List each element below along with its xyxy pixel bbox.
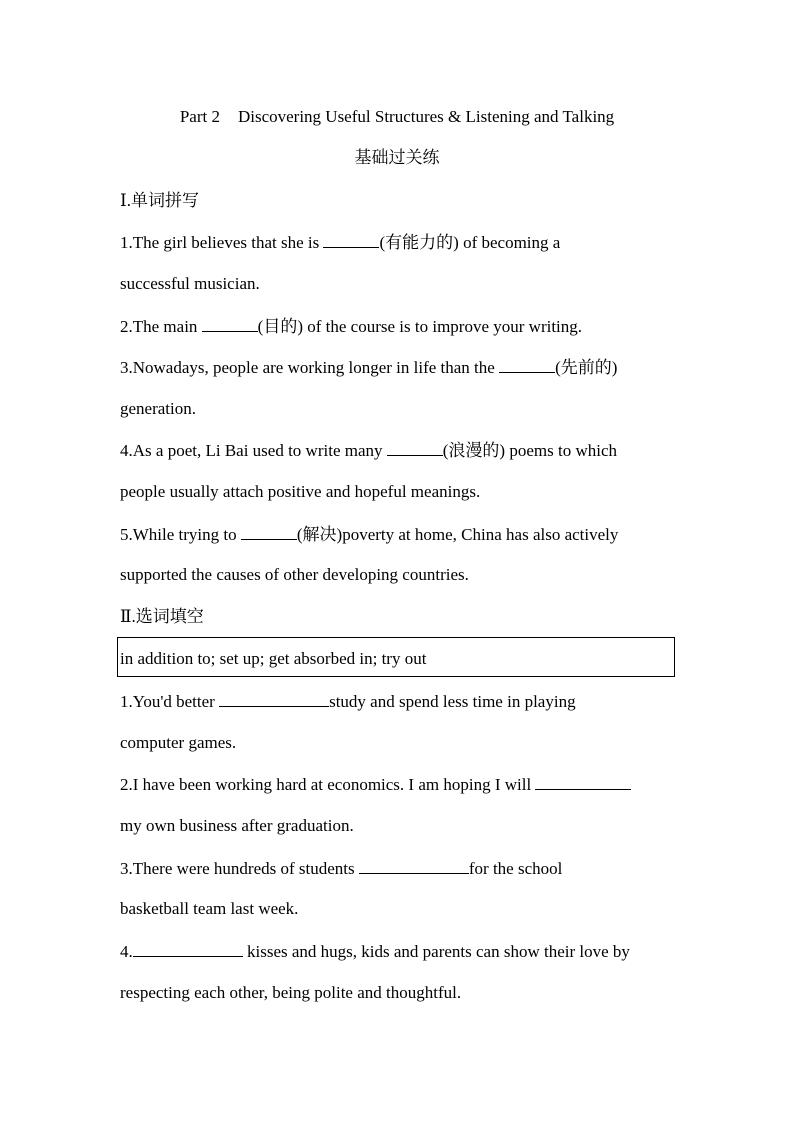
answer-blank [219,689,329,707]
s1-item-2: 2.The main (目的) of the course is to improve your writing. [120,314,680,339]
s1-item-1-cont: successful musician. [120,274,260,293]
s2-item-4-cont: respecting each other, being polite and thoughtful. [120,983,462,1002]
answer-blank [359,856,469,874]
answer-blank [387,438,443,456]
word-bank-text: in addition to; set up; get absorbed in; try out [120,649,427,668]
answer-blank [323,230,379,248]
answer-blank [499,355,555,373]
page-title [0,105,794,129]
s2-item-3-cont: basketball team last week. [120,899,299,918]
s1-item-1: 1.The girl believes that she is (有能力的) of becoming a [120,230,680,255]
s1-item-3-cont: generation. [120,399,196,418]
s2-item-2-cont: my own business after graduation. [120,816,354,835]
section1-heading: Ⅰ.单词拼写 [120,191,199,210]
s1-item-4: 4.As a poet, Li Bai used to write many (浪漫的) poems to which [120,438,680,463]
s2-item-2: 2.I have been working hard at economics. I am hoping I will [120,772,680,797]
answer-blank [241,522,297,540]
s1-item-3: 3.Nowadays, people are working longer in life than the (先前的) [120,355,680,380]
s1-item-5: 5.While trying to (解决)poverty at home, China has also actively [120,522,680,547]
section2-heading: Ⅱ.选词填空 [120,607,204,626]
s1-item-5-cont: supported the causes of other developing countries. [120,565,469,584]
lesson-title: Discovering Useful Structures & Listening and Talking [237,107,615,126]
answer-blank [133,939,243,957]
page-subtitle: 基础过关练 [354,148,440,167]
s2-item-1-cont: computer games. [120,733,237,752]
part-label: Part 2 [179,107,220,126]
answer-blank [202,314,258,332]
word-bank-box [117,637,675,677]
answer-blank [535,772,631,790]
s1-item-4-cont: people usually attach positive and hopeful meanings. [120,482,481,501]
s2-item-3: 3.There were hundreds of students for the school [120,856,680,881]
s2-item-4: 4. kisses and hugs, kids and parents can show their love by [120,939,680,964]
s2-item-1: 1.You'd better study and spend less time in playing [120,689,680,714]
